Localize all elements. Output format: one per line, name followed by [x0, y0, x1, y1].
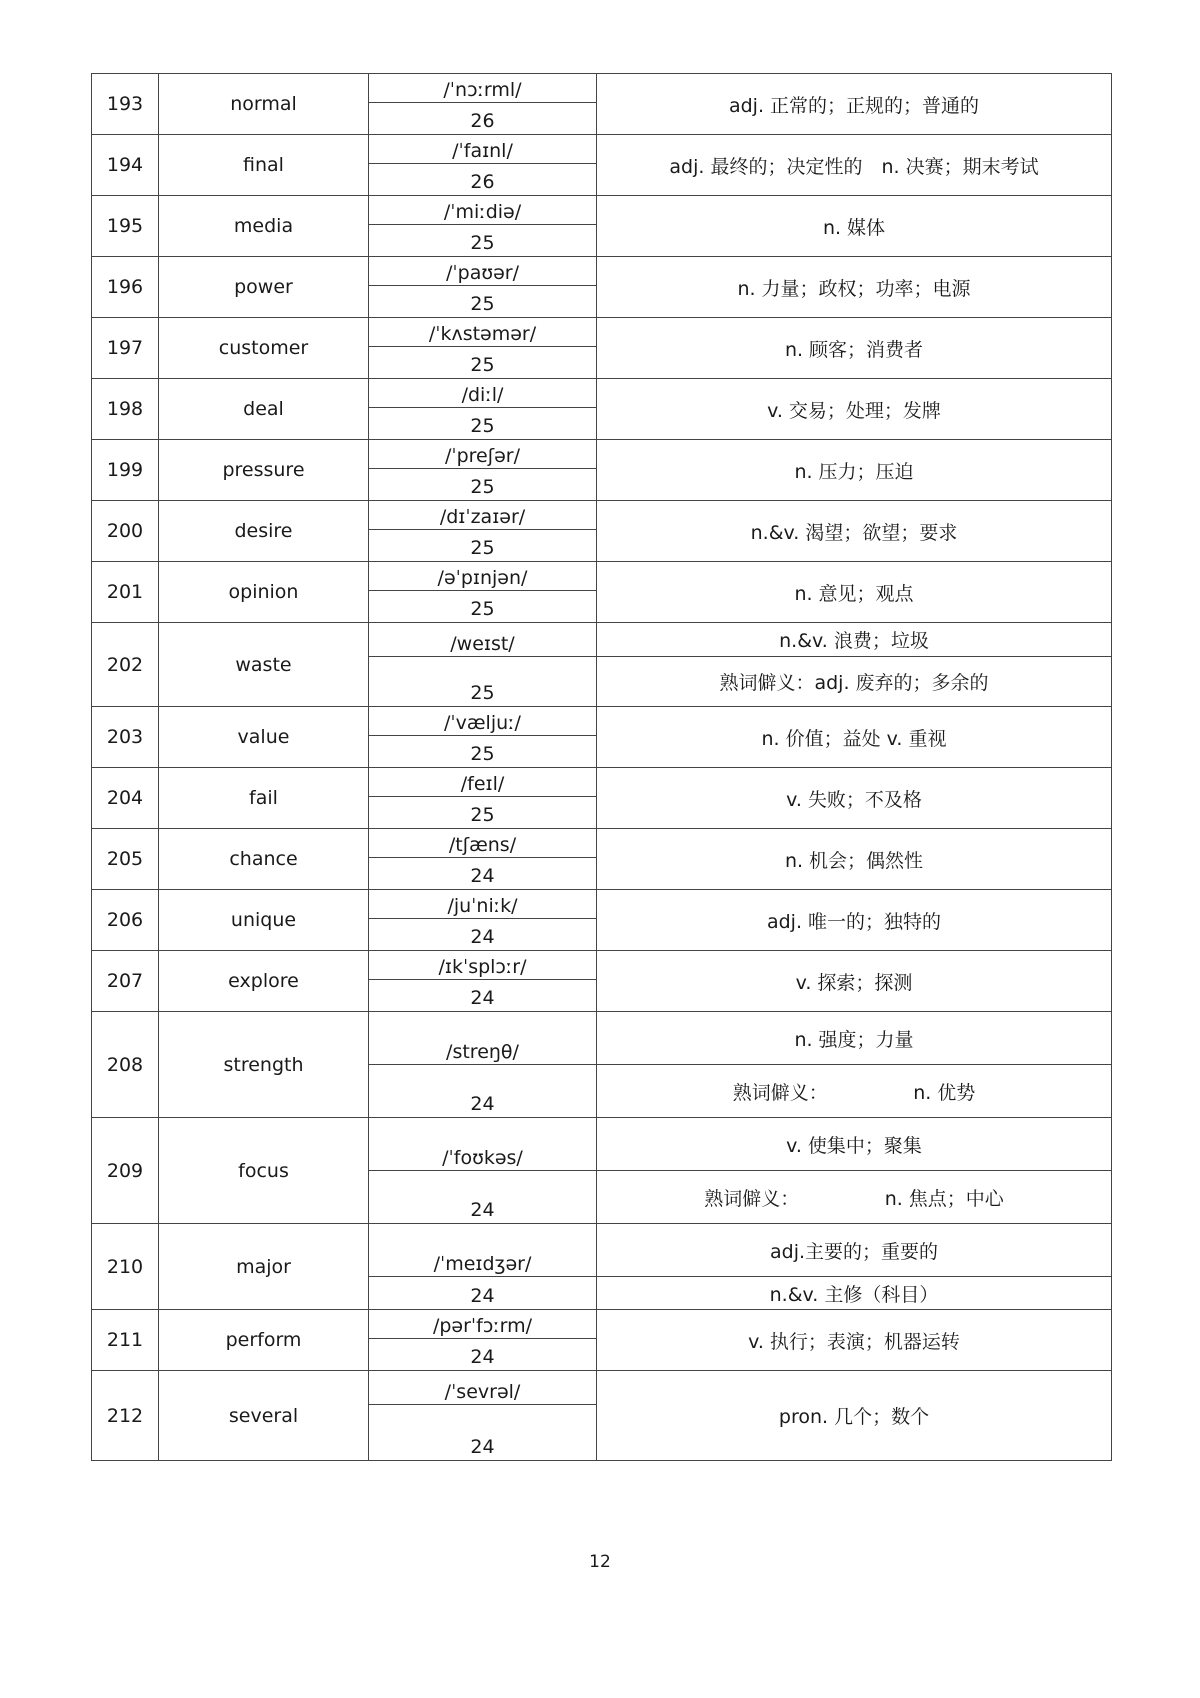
- entry-frequency: 25: [369, 286, 597, 318]
- entry-frequency: 25: [369, 530, 597, 562]
- entry-meaning: n. 顾客；消费者: [597, 318, 1112, 379]
- entry-frequency: 24: [369, 1065, 597, 1118]
- entry-phonetic: /ˈnɔːrml/: [369, 74, 597, 103]
- entry-frequency: 24: [369, 1339, 597, 1371]
- entry-word: waste: [159, 623, 369, 707]
- entry-word: desire: [159, 501, 369, 562]
- entry-row: [92, 257, 1112, 286]
- entry-meaning: v. 交易；处理；发牌: [597, 379, 1112, 440]
- entry-number: 204: [92, 768, 159, 829]
- entry-row: [92, 379, 1112, 408]
- entry-frequency: 24: [369, 1171, 597, 1224]
- entry-row: [92, 951, 1112, 980]
- entry-meaning-extra: n.&v. 主修（科目）: [597, 1277, 1112, 1310]
- entry-meaning: adj.主要的；重要的: [597, 1224, 1112, 1277]
- entry-frequency: 25: [369, 797, 597, 829]
- entry-meaning: n. 媒体: [597, 196, 1112, 257]
- entry-meaning: n.&v. 浪费；垃圾: [597, 623, 1112, 657]
- entry-number: 212: [92, 1371, 159, 1461]
- entry-row: [92, 1118, 1112, 1171]
- entry-phonetic: /tʃæns/: [369, 829, 597, 858]
- entry-meaning: n.&v. 渴望；欲望；要求: [597, 501, 1112, 562]
- entry-number: 209: [92, 1118, 159, 1224]
- entry-word: power: [159, 257, 369, 318]
- entry-word: value: [159, 707, 369, 768]
- entry-frequency: 24: [369, 1405, 597, 1461]
- entry-meaning: n. 意见；观点: [597, 562, 1112, 623]
- entry-meaning: n. 价值；益处 v. 重视: [597, 707, 1112, 768]
- entry-number: 210: [92, 1224, 159, 1310]
- entry-meaning: n. 力量；政权；功率；电源: [597, 257, 1112, 318]
- entry-phonetic: /ˈvæljuː/: [369, 707, 597, 736]
- entry-frequency: 26: [369, 103, 597, 135]
- entry-number: 201: [92, 562, 159, 623]
- entry-phonetic: /əˈpɪnjən/: [369, 562, 597, 591]
- entry-row: [92, 562, 1112, 591]
- entry-frequency: 24: [369, 919, 597, 951]
- entry-phonetic: /diːl/: [369, 379, 597, 408]
- entry-frequency: 25: [369, 225, 597, 257]
- entry-row: [92, 829, 1112, 858]
- entry-meaning: adj. 正常的；正规的；普通的: [597, 74, 1112, 135]
- entry-meaning-extra: 熟词僻义： n. 优势: [597, 1065, 1112, 1118]
- entry-word: opinion: [159, 562, 369, 623]
- entry-phonetic: /dɪˈzaɪər/: [369, 501, 597, 530]
- entry-word: chance: [159, 829, 369, 890]
- entry-phonetic: /weɪst/: [369, 623, 597, 657]
- entry-phonetic: /ˈkʌstəmər/: [369, 318, 597, 347]
- entry-frequency: 25: [369, 408, 597, 440]
- entry-number: 205: [92, 829, 159, 890]
- entry-number: 197: [92, 318, 159, 379]
- entry-word: several: [159, 1371, 369, 1461]
- entry-row: [92, 318, 1112, 347]
- entry-word: deal: [159, 379, 369, 440]
- entry-frequency: 25: [369, 657, 597, 707]
- entry-phonetic: /pərˈfɔːrm/: [369, 1310, 597, 1339]
- entry-word: normal: [159, 74, 369, 135]
- entry-number: 206: [92, 890, 159, 951]
- entry-phonetic: /ˈpreʃər/: [369, 440, 597, 469]
- entry-phonetic: /streŋθ/: [369, 1012, 597, 1065]
- entry-phonetic: /ˈmeɪdʒər/: [369, 1224, 597, 1277]
- vocabulary-table-body: [92, 74, 1112, 1461]
- entry-phonetic: /ˈfoʊkəs/: [369, 1118, 597, 1171]
- entry-row: [92, 501, 1112, 530]
- page-number: 12: [589, 1552, 611, 1572]
- entry-meaning: v. 执行；表演；机器运转: [597, 1310, 1112, 1371]
- entry-row: [92, 440, 1112, 469]
- entry-phonetic: /juˈniːk/: [369, 890, 597, 919]
- entry-row: [92, 1224, 1112, 1277]
- entry-number: 199: [92, 440, 159, 501]
- entry-row: [92, 707, 1112, 736]
- entry-frequency: 26: [369, 164, 597, 196]
- entry-number: 193: [92, 74, 159, 135]
- entry-number: 203: [92, 707, 159, 768]
- entry-row: [92, 135, 1112, 164]
- entry-meaning: v. 使集中；聚集: [597, 1118, 1112, 1171]
- entry-frequency: 24: [369, 980, 597, 1012]
- entry-word: strength: [159, 1012, 369, 1118]
- entry-word: perform: [159, 1310, 369, 1371]
- entry-number: 194: [92, 135, 159, 196]
- entry-meaning: pron. 几个；数个: [597, 1371, 1112, 1461]
- entry-row: [92, 1371, 1112, 1405]
- entry-frequency: 25: [369, 469, 597, 501]
- entry-number: 208: [92, 1012, 159, 1118]
- entry-meaning: adj. 唯一的；独特的: [597, 890, 1112, 951]
- entry-meaning: v. 探索；探测: [597, 951, 1112, 1012]
- vocabulary-table: [91, 73, 1112, 1461]
- entry-number: 202: [92, 623, 159, 707]
- entry-row: [92, 196, 1112, 225]
- entry-word: focus: [159, 1118, 369, 1224]
- entry-word: media: [159, 196, 369, 257]
- entry-meaning: adj. 最终的；决定性的 n. 决赛；期末考试: [597, 135, 1112, 196]
- entry-number: 196: [92, 257, 159, 318]
- entry-word: major: [159, 1224, 369, 1310]
- entry-frequency: 25: [369, 591, 597, 623]
- entry-number: 211: [92, 1310, 159, 1371]
- entry-phonetic: /ˈsevrəl/: [369, 1371, 597, 1405]
- entry-number: 200: [92, 501, 159, 562]
- entry-word: pressure: [159, 440, 369, 501]
- entry-row: [92, 1310, 1112, 1339]
- entry-meaning-extra: 熟词僻义：adj. 废弃的；多余的: [597, 657, 1112, 707]
- entry-phonetic: /ɪkˈsplɔːr/: [369, 951, 597, 980]
- entry-phonetic: /ˈfaɪnl/: [369, 135, 597, 164]
- entry-phonetic: /feɪl/: [369, 768, 597, 797]
- entry-row: [92, 1012, 1112, 1065]
- entry-frequency: 24: [369, 1277, 597, 1310]
- entry-word: final: [159, 135, 369, 196]
- entry-meaning: n. 压力；压迫: [597, 440, 1112, 501]
- entry-word: unique: [159, 890, 369, 951]
- entry-frequency: 25: [369, 736, 597, 768]
- entry-phonetic: /ˈmiːdiə/: [369, 196, 597, 225]
- entry-row: [92, 890, 1112, 919]
- entry-frequency: 25: [369, 347, 597, 379]
- entry-row: [92, 768, 1112, 797]
- entry-meaning: v. 失败；不及格: [597, 768, 1112, 829]
- entry-number: 198: [92, 379, 159, 440]
- entry-meaning: n. 强度；力量: [597, 1012, 1112, 1065]
- entry-number: 195: [92, 196, 159, 257]
- entry-meaning-extra: 熟词僻义： n. 焦点；中心: [597, 1171, 1112, 1224]
- entry-row: [92, 623, 1112, 657]
- entry-word: explore: [159, 951, 369, 1012]
- entry-frequency: 24: [369, 858, 597, 890]
- entry-phonetic: /ˈpaʊər/: [369, 257, 597, 286]
- entry-row: [92, 74, 1112, 103]
- entry-number: 207: [92, 951, 159, 1012]
- entry-meaning: n. 机会；偶然性: [597, 829, 1112, 890]
- entry-word: customer: [159, 318, 369, 379]
- entry-word: fail: [159, 768, 369, 829]
